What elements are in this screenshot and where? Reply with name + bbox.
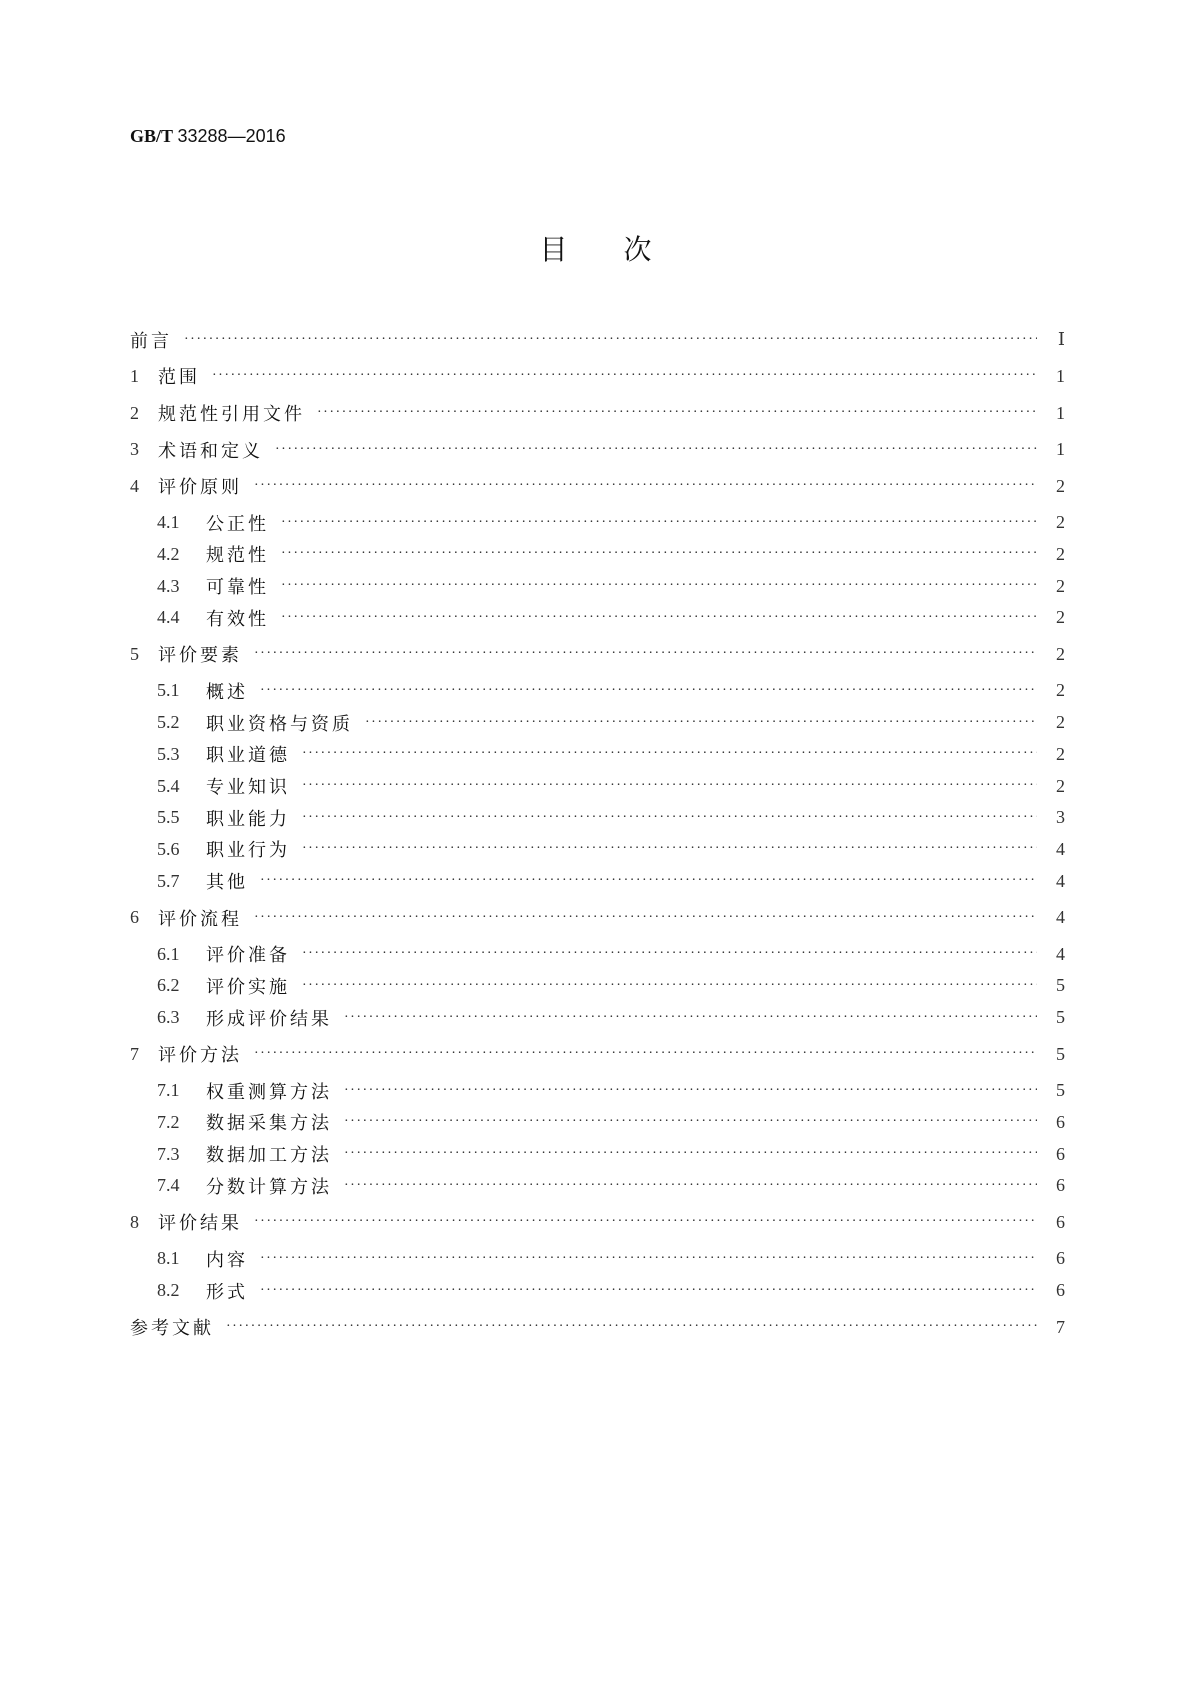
toc-entry-label: 评价流程: [158, 908, 242, 929]
toc-entry-label: 专业知识: [206, 777, 290, 798]
toc-leader-dots: [302, 946, 1037, 962]
toc-leader-dots: [254, 478, 1037, 494]
toc-entry[interactable]: [130, 1002, 1065, 1034]
toc-entry[interactable]: [130, 802, 1065, 834]
toc-entry-number: 3: [130, 439, 139, 460]
toc-entry[interactable]: [130, 507, 1065, 539]
toc-entry-number: 5.2: [157, 712, 180, 733]
toc-leader-dots: [281, 578, 1037, 594]
toc-entry[interactable]: [130, 834, 1065, 866]
toc-entry-page: 2: [1056, 575, 1065, 596]
toc-entry-page: 2: [1056, 543, 1065, 564]
toc-entry[interactable]: [130, 570, 1065, 602]
toc-leader-dots: [344, 1010, 1037, 1026]
toc-entry[interactable]: [130, 1275, 1065, 1307]
toc-entry[interactable]: [130, 770, 1065, 802]
toc-leader-dots: [317, 405, 1037, 421]
toc-entry-label: 前言: [130, 330, 172, 351]
toc-entry-page: 2: [1056, 607, 1065, 628]
toc-entry-page: 2: [1056, 743, 1065, 764]
toc-leader-dots: [226, 1319, 1037, 1335]
toc-leader-dots: [254, 646, 1037, 662]
toc-entry-label: 数据采集方法: [206, 1113, 332, 1134]
page-title: 目次: [539, 233, 708, 266]
toc-entry[interactable]: [130, 1138, 1065, 1170]
toc-entry-number: 5.7: [157, 870, 180, 891]
toc-entry[interactable]: [130, 434, 1065, 466]
toc-entry-number: 5.6: [157, 838, 180, 859]
toc-entry-label: 其他: [206, 872, 248, 893]
toc-entry[interactable]: [130, 1170, 1065, 1202]
toc-entry-label: 分数计算方法: [206, 1176, 332, 1197]
toc-leader-dots: [302, 746, 1037, 762]
toc-entry-number: 5.1: [157, 680, 180, 701]
toc-entry-page: 1: [1056, 365, 1065, 386]
toc-leader-dots: [275, 442, 1037, 458]
toc-entry-number: 7.3: [157, 1143, 180, 1164]
toc-entry[interactable]: [130, 639, 1065, 671]
toc-entry-label: 评价实施: [206, 976, 290, 997]
toc-entry[interactable]: [130, 1311, 1065, 1343]
toc-entry-page: 3: [1056, 807, 1065, 828]
toc-entry-label: 术语和定义: [158, 440, 263, 461]
toc-entry[interactable]: [130, 865, 1065, 897]
toc-entry-number: 1: [130, 365, 139, 386]
toc-entry[interactable]: [130, 1107, 1065, 1139]
toc-entry-page: 4: [1056, 838, 1065, 859]
toc-entry-page: Ⅰ: [1057, 329, 1065, 350]
toc-entry-page: 6: [1056, 1280, 1065, 1301]
toc-entry-page: 6: [1056, 1111, 1065, 1132]
toc-leader-dots: [212, 368, 1037, 384]
toc-leader-dots: [254, 910, 1037, 926]
toc-entry-number: 4.4: [157, 607, 180, 628]
toc-entry-number: 5.3: [157, 743, 180, 764]
toc-entry-page: 1: [1056, 402, 1065, 423]
toc-entry-page: 6: [1056, 1248, 1065, 1269]
toc-entry-number: 4.3: [157, 575, 180, 596]
toc-entry-label: 参考文献: [130, 1318, 214, 1339]
toc-leader-dots: [184, 332, 1037, 348]
toc-entry-number: 5.5: [157, 807, 180, 828]
toc-entry[interactable]: [130, 1243, 1065, 1275]
toc-entry[interactable]: [130, 470, 1065, 502]
toc-entry-page: 7: [1056, 1316, 1065, 1337]
toc-entry-page: 4: [1056, 907, 1065, 928]
toc-entry-label: 职业资格与资质: [206, 713, 353, 734]
toc-entry-label: 形式: [206, 1281, 248, 1302]
toc-entry-number: 6.3: [157, 1007, 180, 1028]
toc-entry[interactable]: [130, 938, 1065, 970]
standard-code: [130, 126, 286, 147]
toc-entry-number: 4: [130, 475, 139, 496]
toc-entry-page: 4: [1056, 870, 1065, 891]
toc-entry-page: 1: [1056, 439, 1065, 460]
toc-entry[interactable]: [130, 970, 1065, 1002]
toc-entry-number: 8: [130, 1211, 139, 1232]
toc-entry-label: 可靠性: [206, 577, 269, 598]
toc-leader-dots: [260, 873, 1037, 889]
toc-entry-page: 2: [1056, 643, 1065, 664]
toc-entry-page: 5: [1056, 1043, 1065, 1064]
toc-entry-page: 6: [1056, 1175, 1065, 1196]
toc-leader-dots: [365, 715, 1037, 731]
toc-entry[interactable]: [130, 1207, 1065, 1239]
toc-entry-label: 形成评价结果: [206, 1008, 332, 1029]
toc-entry-label: 评价结果: [158, 1213, 242, 1234]
toc-entry-number: 5: [130, 643, 139, 664]
toc-entry[interactable]: [130, 1075, 1065, 1107]
toc-entry[interactable]: [130, 361, 1065, 393]
toc-entry-label: 职业能力: [206, 808, 290, 829]
toc-entry-page: 6: [1056, 1143, 1065, 1164]
toc-entry-number: 5.4: [157, 775, 180, 796]
toc-entry-label: 有效性: [206, 608, 269, 629]
toc-entry-number: 7: [130, 1043, 139, 1064]
toc-leader-dots: [254, 1046, 1037, 1062]
toc-entry-page: 2: [1056, 680, 1065, 701]
toc-leader-dots: [302, 778, 1037, 794]
toc-entry-page: 2: [1056, 512, 1065, 533]
toc-entry-number: 6: [130, 907, 139, 928]
toc-entry-label: 内容: [206, 1249, 248, 1270]
toc-entry-label: 评价准备: [206, 945, 290, 966]
toc-entry-label: 评价方法: [158, 1045, 242, 1066]
toc-leader-dots: [302, 841, 1037, 857]
toc-entry-page: 2: [1056, 712, 1065, 733]
toc-entry-page: 2: [1056, 775, 1065, 796]
standard-prefix: GB/T: [130, 126, 174, 146]
toc-entry-number: 7.1: [157, 1080, 180, 1101]
table-of-contents: [130, 324, 1065, 1343]
toc-entry[interactable]: [130, 539, 1065, 571]
toc-entry-number: 2: [130, 402, 139, 423]
toc-entry[interactable]: [130, 602, 1065, 634]
toc-entry-page: 5: [1056, 1007, 1065, 1028]
toc-leader-dots: [260, 1283, 1037, 1299]
toc-entry-number: 7.4: [157, 1175, 180, 1196]
toc-entry-page: 4: [1056, 943, 1065, 964]
toc-entry-label: 范围: [158, 367, 200, 388]
toc-leader-dots: [344, 1083, 1037, 1099]
toc-entry-number: 6.2: [157, 975, 180, 996]
toc-entry-page: 5: [1056, 975, 1065, 996]
toc-entry-label: 权重测算方法: [206, 1081, 332, 1102]
toc-leader-dots: [302, 810, 1037, 826]
toc-entry[interactable]: [130, 738, 1065, 770]
toc-leader-dots: [344, 1178, 1037, 1194]
toc-entry-label: 数据加工方法: [206, 1145, 332, 1166]
toc-entry-page: 5: [1056, 1080, 1065, 1101]
toc-leader-dots: [344, 1114, 1037, 1130]
toc-entry-label: 评价原则: [158, 477, 242, 498]
toc-entry-label: 规范性引用文件: [158, 404, 305, 424]
toc-leader-dots: [260, 1251, 1037, 1267]
toc-entry-label: 规范性: [206, 545, 269, 566]
toc-entry-label: 公正性: [206, 513, 269, 534]
toc-entry-number: 6.1: [157, 943, 180, 964]
toc-entry-number: 4.2: [157, 543, 180, 564]
standard-number: 33288—2016: [177, 126, 286, 146]
toc-entry[interactable]: [130, 675, 1065, 707]
toc-entry-label: 概述: [206, 681, 248, 702]
toc-entry[interactable]: [130, 1038, 1065, 1070]
toc-entry[interactable]: [130, 397, 1065, 429]
toc-leader-dots: [281, 610, 1037, 626]
toc-entry-number: 7.2: [157, 1111, 180, 1132]
toc-entry-number: 8.1: [157, 1248, 180, 1269]
toc-entry-label: 职业道德: [206, 745, 290, 766]
toc-leader-dots: [281, 546, 1037, 562]
toc-leader-dots: [344, 1146, 1037, 1162]
toc-entry-number: 8.2: [157, 1280, 180, 1301]
toc-entry-number: 4.1: [157, 512, 180, 533]
toc-leader-dots: [254, 1214, 1037, 1230]
toc-entry[interactable]: [130, 324, 1065, 356]
toc-leader-dots: [302, 978, 1037, 994]
toc-leader-dots: [281, 515, 1037, 531]
toc-entry-page: 6: [1056, 1211, 1065, 1232]
toc-entry[interactable]: [130, 707, 1065, 739]
toc-entry[interactable]: [130, 902, 1065, 934]
toc-entry-label: 评价要素: [158, 645, 242, 666]
toc-entry-label: 职业行为: [206, 840, 290, 861]
toc-entry-page: 2: [1056, 475, 1065, 496]
toc-leader-dots: [260, 683, 1037, 699]
